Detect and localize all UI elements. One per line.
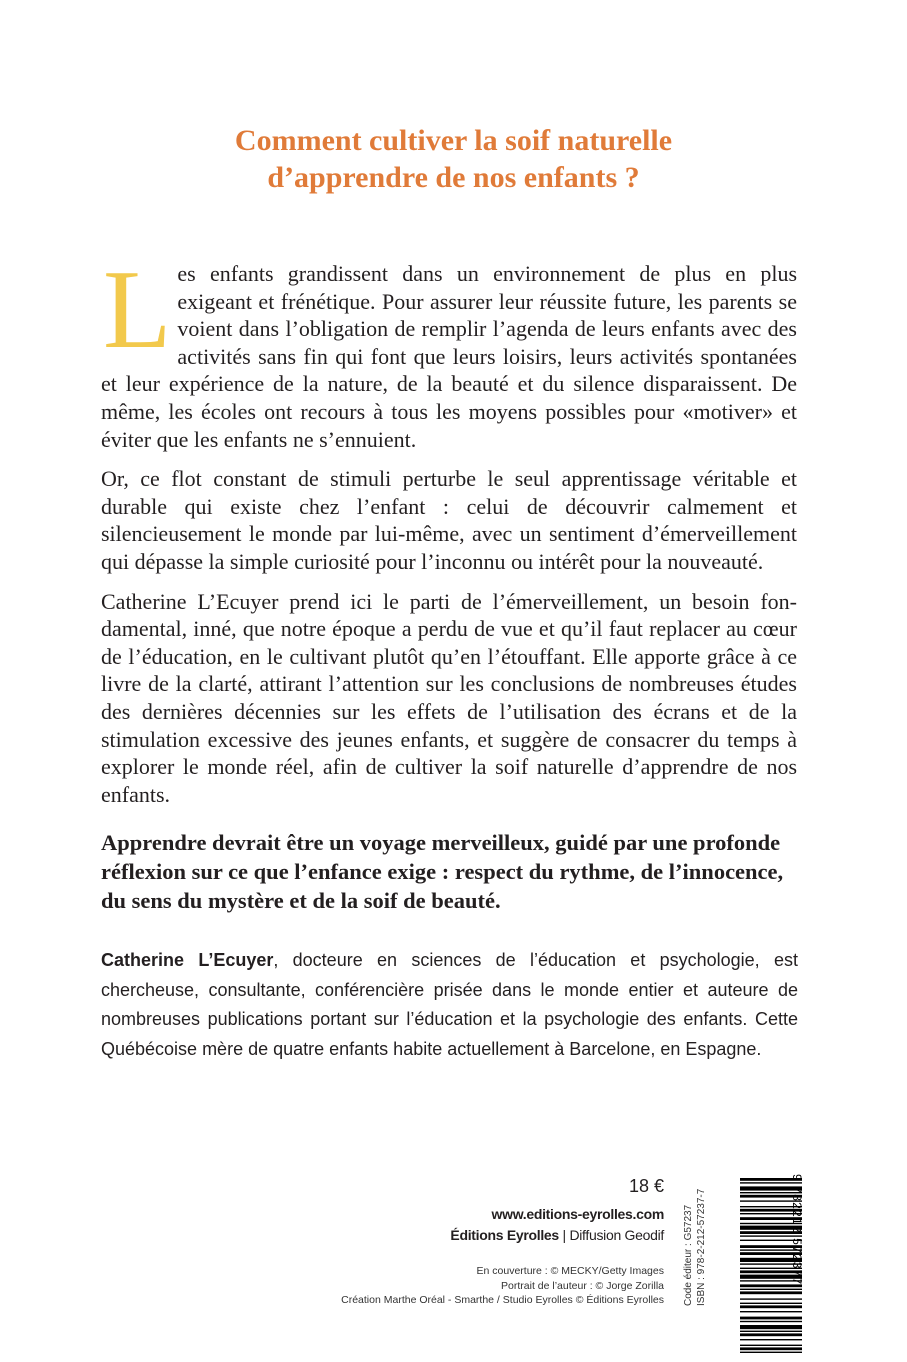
barcode-bar xyxy=(740,1303,802,1304)
price-label: 18 € xyxy=(628,1176,664,1196)
barcode-bar xyxy=(740,1311,802,1312)
barcode-bar xyxy=(740,1352,802,1353)
vertical-codes-text xyxy=(682,1189,708,1306)
headline-line-2: d’apprendre de nos enfants ? xyxy=(267,161,640,194)
headline-line-1: Comment cultiver la soif naturelle xyxy=(234,124,673,157)
barcode-bar xyxy=(740,1305,802,1308)
isbn-number: ISBN : 978-2-212-57237-7 xyxy=(696,1188,707,1306)
credit-cover: En couverture : © MECKY/Getty Images xyxy=(476,1265,664,1277)
publisher-website: www.editions-eyrolles.com xyxy=(491,1206,664,1222)
barcode-bar xyxy=(740,1321,802,1322)
barcode-bar xyxy=(740,1331,802,1332)
barcode-bar xyxy=(740,1345,802,1346)
vertical-codes xyxy=(682,1176,722,1306)
blurb-paragraph-1-text: es enfants grandissent dans un environnement de plus en plus exigeant et frénétique. Pour assurer leur réussite future, les parents se voient dans l’obligation de remplir l’agenda de leurs enfants avec des activités sans fin qui font que leurs loisirs, leurs activités spontanées et leur expérience de la nature, de la beauté et du silence disparaissent. De même, les écoles ont recours à tous les moyens possibles pour «motiver» et éviter que les enfants ne s’ennuient. xyxy=(101,261,797,452)
drop-cap: L xyxy=(103,248,172,372)
barcode-bar xyxy=(740,1289,802,1290)
credit-portrait: Portrait de l’auteur : © Jorge Zorilla xyxy=(501,1279,664,1292)
barcode-bar xyxy=(740,1347,802,1350)
blurb-paragraph-2: Or, ce flot constant de stimuli perturbe le seul apprentissage véritable et durable qui existe chez l’enfant : celui de découvrir calmement et silencieusement le monde par lui-même, avec un sentiment d’émerveillement qui dépasse la simple curiosité pour l’inconnu ou intérêt pour la nouveauté. xyxy=(101,466,797,574)
barcode-bar xyxy=(740,1317,802,1320)
code-editeur: Code éditeur : G57237 xyxy=(683,1204,694,1306)
isbn-barcode xyxy=(718,1174,804,1362)
distributor-name: Diffusion Geodif xyxy=(569,1227,664,1243)
publisher-name: Éditions Eyrolles xyxy=(450,1227,559,1243)
barcode-bar xyxy=(740,1339,802,1340)
author-name: Catherine L’Ecuyer xyxy=(101,950,274,970)
credit-design: Création Marthe Oréal - Smarthe / Studio Eyrolles © Éditions Eyrolles xyxy=(341,1294,664,1306)
blurb-emphasis-paragraph: Apprendre devrait être un voyage merveilleux, guidé par une profonde réflexion sur ce que l’enfance exige : respect du rythme, de l’innocence, du sens du mystère et de la soif de beauté. xyxy=(101,830,784,914)
publisher-separator: | xyxy=(558,1227,570,1243)
image-credits xyxy=(300,1264,664,1308)
barcode-bar xyxy=(740,1325,802,1329)
blurb-paragraph-3: Catherine L’Ecuyer prend ici le parti de l’émerveillement, un besoin fondamental, inné, que notre époque a perdu de vue et qu’il faut replacer au cœur de l’éducation, en le cultivant plutôt qu’en l’étouffant. Elle apporte grâce à ce livre de la clarté, attirant l’attention sur les conclusions de nombreuses études des dernières décennies sur les effets de l’utilisation des écrans et de la stimulation excessive des jeunes enfants, et suggère de consacrer du temps à explorer le monde réel, afin de cultiver la soif naturelle d’apprendre de nos enfants. xyxy=(101,588,797,807)
author-bio-text: , docteure en sciences de l’éducation et psychologie, est chercheuse, consultante, conférencière prisée dans le monde entier et auteure de nombreuses publications portant sur l’éducation et la psychologie des enfants. Cette Québécoise mère de quatre enfants habite actuellement à Barcelone, en Espagne. xyxy=(101,950,798,1059)
barcode-bar xyxy=(740,1333,802,1336)
barcode-bar xyxy=(740,1298,802,1299)
back-cover-headline xyxy=(90,122,817,196)
blurb-paragraph-1 xyxy=(101,248,797,453)
barcode-bar xyxy=(740,1291,802,1294)
publisher-line xyxy=(400,1227,664,1243)
author-bio xyxy=(101,946,798,1064)
barcode-digits: 9 782212 572377 xyxy=(790,1174,804,1286)
blurb-body xyxy=(101,248,797,927)
